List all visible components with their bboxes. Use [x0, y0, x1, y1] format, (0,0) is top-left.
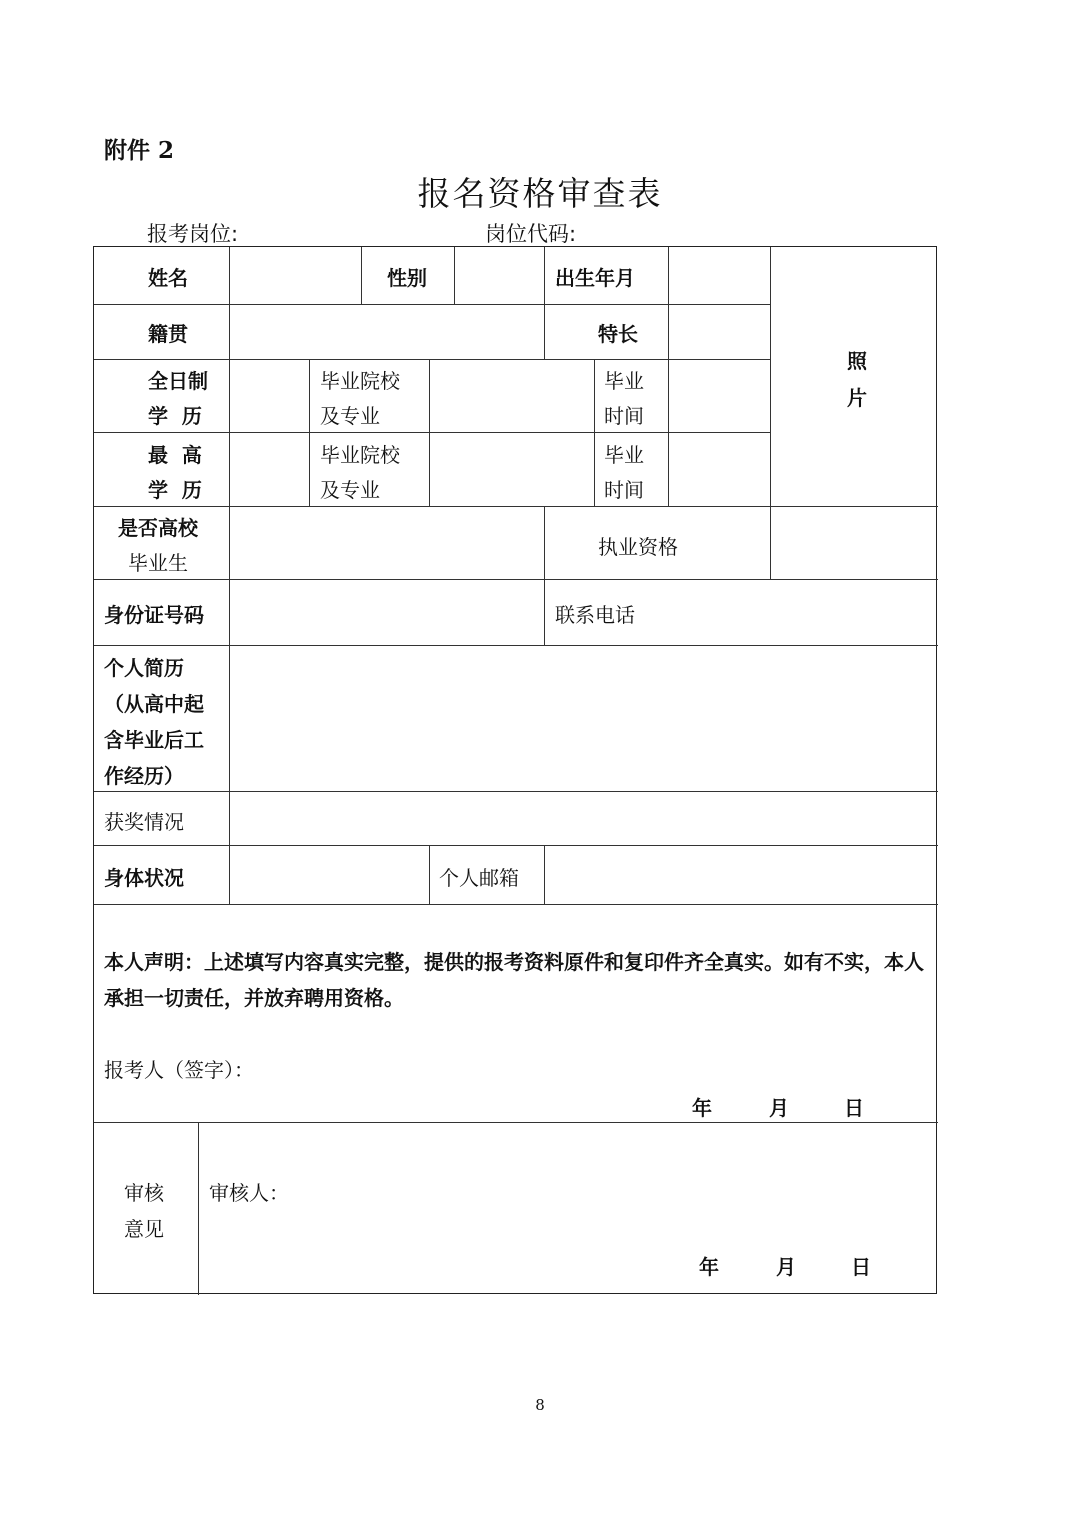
grad-school-label-1: 毕业院校: [320, 369, 400, 393]
signature-label: 报考人（签字）：: [104, 1058, 254, 1082]
grad-time-label-1: 毕业: [604, 369, 644, 393]
fulltime-edu-label-1: 全日制: [148, 369, 208, 393]
resume-label-1: 个人简历: [104, 656, 184, 680]
review-label-1: 审核: [124, 1181, 164, 1205]
highest-edu-label-2: 学 历: [148, 478, 202, 502]
position-label: 报考岗位:: [147, 222, 239, 246]
health-label: 身体状况: [104, 866, 184, 890]
is-graduate-label-1: 是否高校: [118, 516, 198, 540]
reviewer-label: 审核人：: [209, 1181, 289, 1205]
registration-form-table: [93, 246, 937, 1294]
resume-label-3: 含毕业后工: [104, 728, 204, 752]
grad-school-label-4: 及专业: [320, 478, 380, 502]
fulltime-edu-label-2: 学 历: [148, 404, 202, 428]
declaration-day: 日: [844, 1096, 864, 1120]
grad-time-label-3: 毕业: [604, 443, 644, 467]
grad-time-label-4: 时间: [604, 478, 644, 502]
phone-label: 联系电话: [555, 603, 635, 627]
specialty-label: 特长: [598, 322, 638, 346]
review-year: 年: [699, 1255, 719, 1279]
qualification-label: 执业资格: [598, 535, 678, 559]
gender-label: 性别: [387, 266, 427, 290]
declaration-text: 本人声明：上述填写内容真实完整，提供的报考资料原件和复印件齐全真实。如有不实，本人承担一切责任，并放弃聘用资格。: [104, 950, 924, 1010]
declaration-section: [94, 904, 938, 1122]
review-day: 日: [851, 1255, 871, 1279]
name-label: 姓名: [148, 266, 188, 290]
native-place-label: 籍贯: [148, 322, 188, 346]
grad-school-label-2: 及专业: [320, 404, 380, 428]
highest-edu-label-1: 最 高: [148, 443, 202, 467]
birth-label: 出生年月: [555, 266, 635, 290]
awards-label: 获奖情况: [104, 810, 184, 834]
attachment-label: 附件 2: [104, 137, 175, 164]
resume-label-2: （从高中起: [104, 692, 204, 716]
declaration-month: 月: [769, 1096, 789, 1120]
form-title: 报名资格审查表: [417, 174, 663, 213]
review-month: 月: [776, 1255, 796, 1279]
review-section: [94, 1122, 938, 1295]
page-number: 8: [535, 1396, 545, 1414]
declaration-year: 年: [692, 1096, 712, 1120]
grad-time-label-2: 时间: [604, 404, 644, 428]
email-label: 个人邮箱: [439, 866, 519, 890]
photo-label-1: 照: [847, 349, 867, 373]
is-graduate-label-2: 毕业生: [128, 551, 188, 575]
resume-label-4: 作经历）: [104, 764, 184, 788]
position-code-label: 岗位代码:: [485, 222, 577, 246]
grad-school-label-3: 毕业院校: [320, 443, 400, 467]
photo-label-2: 片: [847, 386, 867, 410]
review-label-2: 意见: [124, 1217, 164, 1241]
id-number-label: 身份证号码: [104, 603, 204, 627]
